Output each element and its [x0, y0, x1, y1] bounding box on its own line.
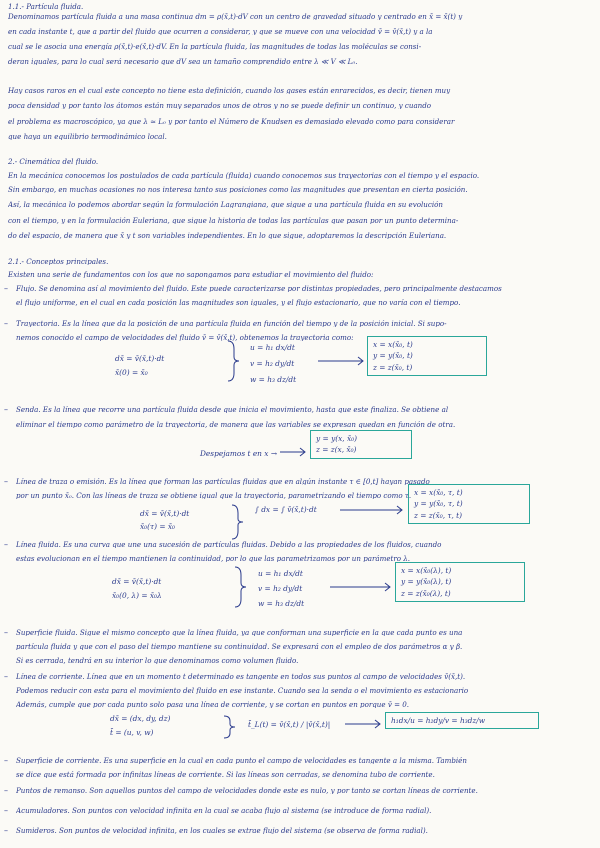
corriente-result: h₁dx/u = h₂dy/v = h₃dz/w [391, 716, 486, 725]
trajectory-result: x = x(x̄₀, t) [373, 340, 413, 349]
flujo-line: Flujo. Se denomina así al movimiento del fluido. Este puede caracterizarse por distintas propiedades, pero principalmente destacamos [16, 285, 502, 293]
section2-line: En la mecánica conocemos los postulados de cada partícula (fluida) cuando conocemos sus trayectorias con el tiempo y el espacio. [8, 172, 480, 180]
corriente-line: Podemos reducir con esta para el movimiento del fluido en ese instante. Cuando sea la senda o el movimiento es estacionario [16, 687, 469, 695]
senda-line: Senda. Es la línea que recorre una partícula fluida desde que inicia el movimiento, hasta que este finaliza. Se obtiene al [16, 406, 449, 414]
bullet-dash: – [4, 540, 8, 549]
intro-line: que haya un equilibrio termodinámico local. [8, 133, 167, 141]
bullet-dash: – [4, 284, 8, 293]
arrow-right-icon [318, 357, 363, 365]
corriente-tangent: t̄_L(t) = v̄(x̄,t) / |v̄(x̄,t)| [248, 720, 331, 729]
fluida-result: z = z(x̄₀(λ), t) [401, 588, 451, 598]
bullet-dash: – [4, 786, 8, 795]
intro-line: Denominamos partícula fluida a una masa continua dm = ρ(x̄,t)·dV con un centro de gravedad situado y centrado en x̄ = x̄(t) y [8, 13, 463, 21]
trajectory-equation: dx̄ = v̄(x̄,t)·dt [115, 354, 165, 363]
section21-line: Existen una serie de fundamentos con los que no sapongamos para estudiar el movimiento del fluido: [8, 271, 374, 279]
sup-corriente-line: Superficie de corriente. Es una superficie en la cual en cada punto el campo de velocidades es tangente a la misma. También [16, 757, 467, 765]
bullet-dash: – [4, 319, 8, 328]
traza-equation: dx̄ = v̄(x̄,t)·dt [140, 509, 190, 518]
trayectoria-line: nemos conocido el campo de velocidades del fluido v̄ = v̄(x̄,t), obtenemos la trayectoria como: [16, 334, 354, 342]
intro-line: Hay casos raros en el cual este concepto no tiene esta definición, cuando los gases están enrarecidos, es decir, tienen muy [8, 87, 451, 95]
acumuladores-line: Acumuladores. Son puntos con velocidad infinita en la cual se acaba flujo al sistema (se introduce de forma radial). [16, 807, 432, 815]
intro-line: cual se le asocia una energía ρ(x̄,t)·e(x̄,t)·dV. En la partícula fluida, las magnitudes de todas las moléculas se consi- [8, 43, 422, 51]
traza-line: Línea de traza o emisión. Es la línea que forman las partículas fluidas que en algún instante τ ∈ [0,t] hayan pasado [16, 478, 430, 486]
traza-initial-condition: x̄₀(τ) = x̄₀ [140, 522, 176, 531]
bullet-dash: – [4, 405, 8, 414]
corriente-velocity: t̄ = (u, v, w) [110, 728, 154, 737]
fluida-equation: dx̄ = v̄(x̄,t)·dt [112, 577, 162, 586]
section2-line: Sin embargo, en muchas ocasiones no nos interesa tanto sus posiciones como las magnitudes que presentan en cierta posición. [8, 186, 468, 194]
section-title-cinematica: 2.- Cinemática del fluido. [8, 158, 99, 166]
fluida-initial-condition: x̄₀(0, λ) = x̄₀λ [112, 591, 162, 600]
fluida-component: u = h₁ dx/dt [258, 569, 303, 578]
trajectory-result: z = z(x̄₀, t) [373, 362, 413, 372]
section-title-particula: 1.1.- Partícula fluida. [8, 3, 84, 11]
senda-line: eliminar el tiempo como parámetro de la trayectoria, de manera que las variables se expresan quedan en función de otra. [16, 421, 456, 429]
arrow-right-icon [330, 583, 390, 591]
bullet-dash: – [4, 756, 8, 765]
fluida-line: Línea fluida. Es una curva que une una sucesión de partículas fluidas. Debido a las propiedades de los fluidos, cuando [16, 541, 442, 549]
remanso-line: Puntos de remanso. Son aquellos puntos del campo de velocidades donde este es nulo, y por tanto se cortan líneas de corriente. [16, 787, 478, 795]
section2-line: Así, la mecánica lo podemos abordar según la formulación Lagrangiana, que sigue a una partícula fluida en su evolución [8, 201, 443, 209]
intro-line: poca densidad y por tanto los átomos están muy separados unos de otros y no se puede definir un continuo, y cuando [8, 102, 432, 110]
flujo-line: el flujo uniforme, en el cual en cada posición las magnitudes son iguales, y el flujo estacionario, que no varía con el tiempo. [16, 299, 461, 307]
trayectoria-line: Trayectoria. Es la línea que da la posición de una partícula fluida en función del tiempo y de la posición inicial. Si supo- [16, 320, 447, 328]
senda-result: z = z(x, x̄₀) [316, 445, 357, 455]
intro-line: el problema es macroscópico, ya que λ ≈ L₀ y por tanto el Número de Knudsen es demasiado elevado como para considerar [8, 118, 455, 126]
traza-line: por un punto x̄₀. Con las líneas de traza se obtiene igual que la trayectoria, parametrizando el tiempo como τ. [16, 492, 412, 500]
bullet-dash: – [4, 826, 8, 835]
corriente-line: Línea de corriente. Línea que en un momento t determinado es tangente en todos sus puntos al campo de velocidades v̄(x̄,t). [16, 673, 466, 681]
superficie-line: Si es cerrada, tendrá en su interior lo que denominamos como volumen fluido. [16, 657, 299, 665]
section-title-conceptos: 2.1.- Conceptos principales. [8, 258, 109, 266]
fluida-result: y = y(x̄₀(λ), t) [401, 577, 452, 587]
superficie-line: partícula fluida y que con el paso del tiempo mantiene su continuidad. Se expresará con el empleo de dos parámetros α y β. [16, 643, 463, 651]
fluida-component: v = h₂ dy/dt [258, 584, 303, 593]
superficie-line: Superficie fluida. Sigue el mismo concepto que la línea fluida, ya que conforman una superficie en la que cada punto es una [16, 629, 463, 637]
corriente-displacement: dx̄ = (dx, dy, dz) [110, 714, 171, 723]
section2-line: do del espacio, de manera que x̄ y t son variables independientes. En lo que sigue, adoptaremos la descripción Euleriana. [8, 232, 447, 240]
bullet-dash: – [4, 628, 8, 637]
traza-result: z = z(x̄₀, τ, t) [414, 510, 463, 520]
trajectory-result: y = y(x̄₀, t) [373, 351, 413, 361]
trajectory-component: w = h₃ dz/dt [250, 375, 297, 384]
corriente-line: Además, cumple que por cada punto solo pasa una línea de corriente, y se cortan en puntos en porque v̄ = 0. [16, 701, 410, 709]
brace-icon [232, 505, 243, 539]
fluida-result: x = x(x̄₀(λ), t) [401, 566, 452, 575]
sumideros-line: Sumideros. Son puntos de velocidad infinita, en los cuales se extrae flujo del sistema (se observa de forma radial). [16, 827, 428, 835]
arrow-right-icon [340, 506, 402, 514]
trajectory-initial-condition: x̄(0) = x̄₀ [115, 368, 148, 377]
arrow-right-icon [280, 448, 305, 456]
bullet-dash: – [4, 672, 8, 681]
intro-line: deran iguales, para lo cual será necesario que dV sea un tamaño comprendido entre λ ≪ V ≪ L₀. [8, 58, 358, 66]
arrow-right-icon [345, 720, 380, 728]
bullet-dash: – [4, 477, 8, 486]
trajectory-component: u = h₁ dx/dt [250, 343, 295, 352]
senda-result: y = y(x, x̄₀) [316, 434, 358, 443]
section2-line: con el tiempo, y en la formulación Euleriana, que sigue la historia de todas las partículas que pasan por un punto determina- [8, 217, 459, 225]
intro-line: en cada instante t, que a partir del fluido que ocurren a considerar, y que se mueve con una velocidad v̄ = v̄(x̄,t) y a la [8, 28, 433, 36]
traza-integral: ∫ dx = ∫ v̄(x̄,t)·dt [255, 505, 317, 514]
fluida-line: estas evolucionan en el tiempo mantienen la continuidad, por lo que las parametrizamos por un parámetro λ. [16, 555, 411, 563]
traza-result: y = y(x̄₀, τ, t) [414, 499, 463, 509]
brace-icon [228, 341, 239, 381]
fluida-component: w = h₃ dz/dt [258, 599, 305, 608]
bullet-dash: – [4, 806, 8, 815]
sup-corriente-line: se dice que está formada por infinitas líneas de corriente. Si las líneas son cerradas, se denomina tubo de corriente. [16, 771, 435, 779]
trajectory-component: v = h₂ dy/dt [250, 359, 295, 368]
brace-icon [235, 567, 246, 607]
brace-icon [224, 716, 235, 738]
senda-label: Despejamos t en x → [200, 449, 278, 458]
traza-result: x = x(x̄₀, τ, t) [414, 488, 463, 497]
